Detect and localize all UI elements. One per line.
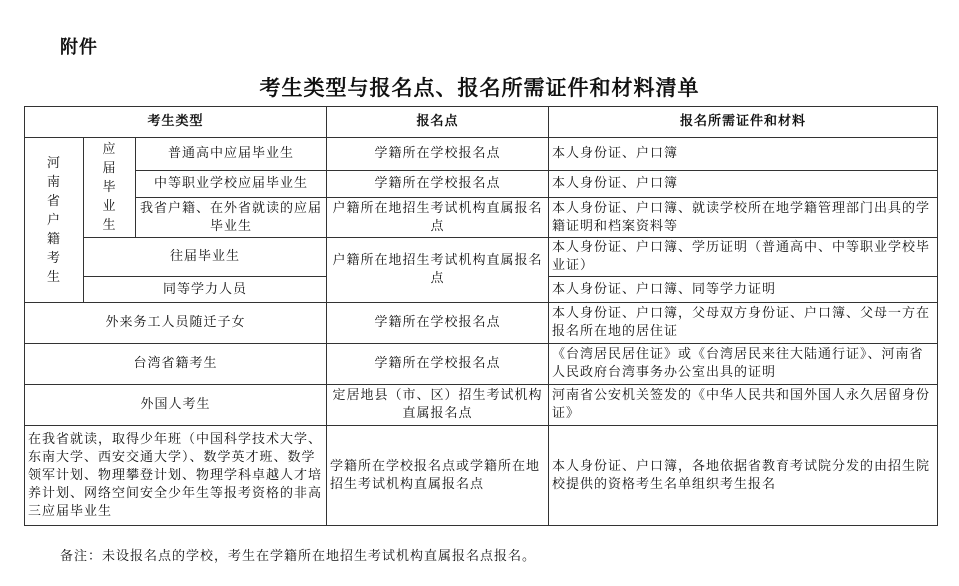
cell-documents: 本人身份证、户口簿、同等学力证明 (549, 277, 938, 303)
cell-type: 在我省就读，取得少年班（中国科学技术大学、东南大学、西安交通大学）、数学英才班、数学领军计划、物理攀登计划、物理学科卓越人才培养计划、网络空间安全少年生等报考资格的非高三应届毕业生 (25, 426, 327, 526)
cell-documents: 本人身份证、户口簿、就读学校所在地学籍管理部门出具的学籍证明和档案资料等 (549, 198, 938, 238)
table-row (25, 303, 938, 344)
cell-type: 外来务工人员随迁子女 (25, 303, 327, 344)
cell-location: 学籍所在学校报名点或学籍所在地招生考试机构直属报名点 (327, 426, 549, 526)
cell-documents: 本人身份证、户口簿 (549, 138, 938, 171)
footnote: 备注：未设报名点的学校，考生在学籍所在地招生考试机构直属报名点报名。 (60, 549, 537, 564)
cell-type: 中等职业学校应届毕业生 (136, 171, 327, 198)
cell-documents: 《台湾居民居住证》或《台湾居民来往大陆通行证》、河南省人民政府台湾事务办公室出具的证明 (549, 344, 938, 385)
table-row (25, 171, 938, 198)
table-row (25, 385, 938, 426)
annex-label: 附件 (60, 37, 98, 58)
cell-location: 户籍所在地招生考试机构直属报名点 (327, 238, 549, 303)
cell-type: 我省户籍、在外省就读的应届毕业生 (136, 198, 327, 238)
cell-type: 台湾省籍考生 (25, 344, 327, 385)
cell-location: 定居地县（市、区）招生考试机构直属报名点 (327, 385, 549, 426)
table-header-row (25, 107, 938, 138)
cell-documents: 河南省公安机关签发的《中华人民共和国外国人永久居留身份证》 (549, 385, 938, 426)
table-row (25, 138, 938, 171)
group-henan-household-label: 河 南 省 户 籍 考 生 (46, 155, 61, 285)
table-row (25, 198, 938, 238)
cell-type: 外国人考生 (25, 385, 327, 426)
group-current-graduates (84, 138, 136, 238)
group-current-graduates-label: 应 届 毕 业 生 (102, 142, 117, 233)
cell-type: 普通高中应届毕业生 (136, 138, 327, 171)
cell-documents: 本人身份证、户口簿 (549, 171, 938, 198)
table-row (25, 238, 938, 277)
cell-location: 学籍所在学校报名点 (327, 344, 549, 385)
cell-location: 户籍所在地招生考试机构直属报名点 (327, 198, 549, 238)
cell-documents: 本人身份证、户口簿，各地依据省教育考试院分发的由招生院校提供的资格考生名单组织考生报名 (549, 426, 938, 526)
group-henan-household (25, 138, 84, 303)
table-row (25, 426, 938, 526)
registration-table (24, 106, 938, 526)
table-row (25, 344, 938, 385)
document-title: 考生类型与报名点、报名所需证件和材料清单 (259, 75, 700, 100)
cell-location: 学籍所在学校报名点 (327, 138, 549, 171)
cell-documents: 本人身份证、户口簿、学历证明（普通高中、中等职业学校毕业证） (549, 238, 938, 277)
cell-location: 学籍所在学校报名点 (327, 171, 549, 198)
cell-documents: 本人身份证、户口簿，父母双方身份证、户口簿、父母一方在报名所在地的居住证 (549, 303, 938, 344)
column-header-type: 考生类型 (25, 107, 327, 138)
cell-location: 学籍所在学校报名点 (327, 303, 549, 344)
column-header-location: 报名点 (327, 107, 549, 138)
column-header-documents: 报名所需证件和材料 (549, 107, 938, 138)
cell-type: 往届毕业生 (84, 238, 327, 277)
cell-type: 同等学力人员 (84, 277, 327, 303)
